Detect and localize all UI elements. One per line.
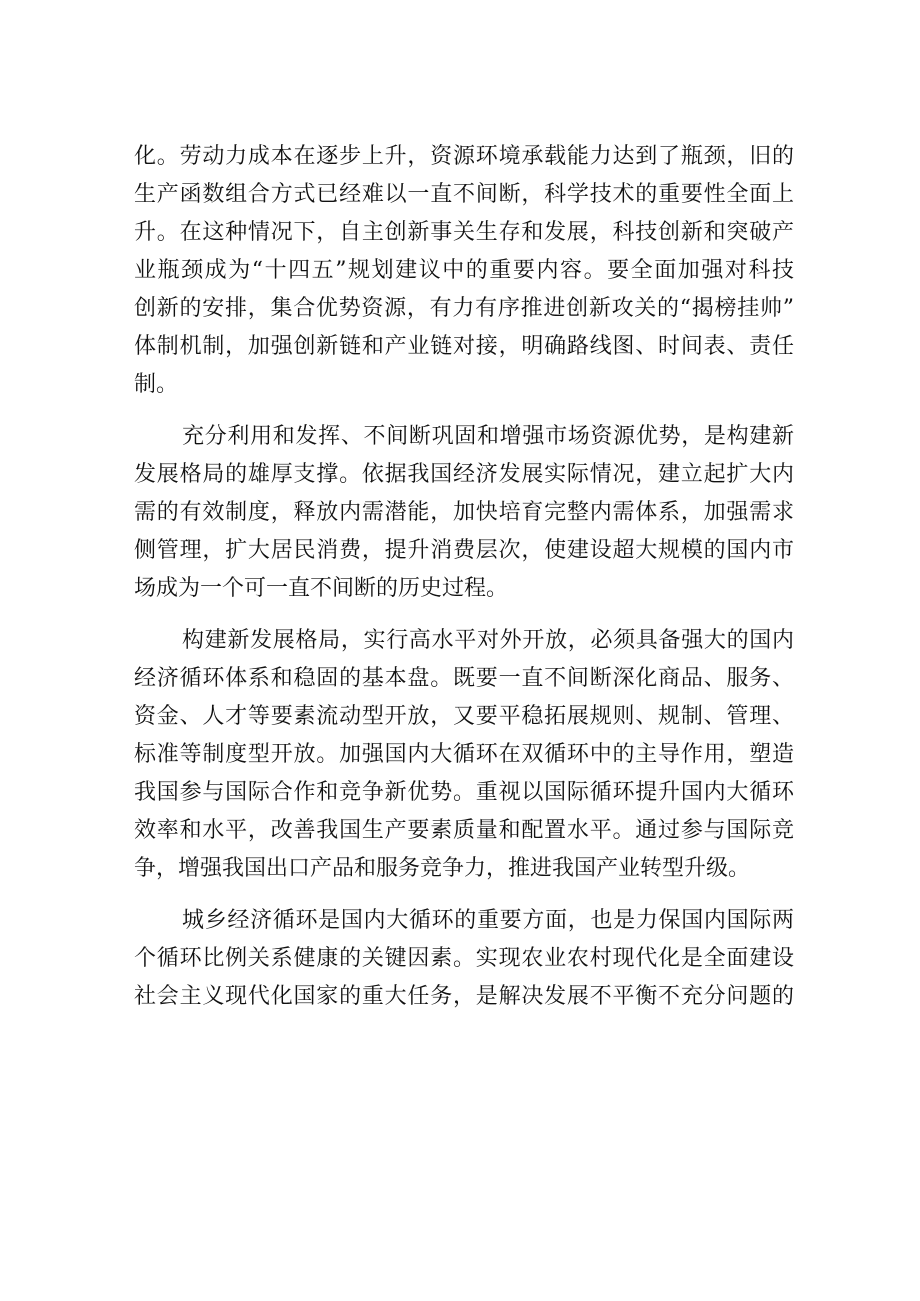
text-line: 我国参与国际合作和竞争新优势。重视以国际循环提升国内大循环 [134, 780, 794, 805]
text-line: 经济循环体系和稳固的基本盘。既要一直不间断深化商品、服务、 [134, 666, 794, 691]
paragraph-spacer [134, 404, 794, 418]
text-line: 城乡经济循环是国内大循环的重要方面，也是力保国内国际两 [182, 908, 794, 933]
document-body [134, 138, 794, 1016]
text-line: 侧管理，扩大居民消费，提升消费层次，使建设超大规模的国内市 [134, 538, 794, 563]
text-line: 标准等制度型开放。加强国内大循环在双循环中的主导作用，塑造 [134, 742, 794, 767]
text-line: 体制机制，加强创新链和产业链对接，明确路线图、时间表、责任 [134, 334, 794, 359]
text-line: 生产函数组合方式已经难以一直不间断，科学技术的重要性全面上 [134, 182, 794, 207]
text-line: 充分利用和发挥、不间断巩固和增强市场资源优势，是构建新 [182, 424, 794, 449]
text-line: 场成为一个可一直不间断的历史过程。 [134, 576, 509, 601]
text-line: 构建新发展格局，实行高水平对外开放，必须具备强大的国内 [182, 628, 794, 653]
text-line: 效率和水平，改善我国生产要素质量和配置水平。通过参与国际竞 [134, 818, 794, 843]
paragraph-3 [134, 622, 794, 888]
paragraph-1 [134, 138, 794, 404]
text-line: 争，增强我国出口产品和服务竞争力，推进我国产业转型升级。 [134, 856, 751, 881]
text-line: 个循环比例关系健康的关键因素。实现农业农村现代化是全面建设 [134, 946, 794, 971]
text-line: 发展格局的雄厚支撑。依据我国经济发展实际情况，建立起扩大内 [134, 462, 794, 487]
text-line: 制。 [134, 372, 179, 397]
text-line: 业瓶颈成为“十四五”规划建议中的重要内容。要全面加强对科技 [134, 258, 794, 283]
paragraph-2 [134, 418, 794, 608]
text-line: 创新的安排，集合优势资源，有力有序推进创新攻关的“揭榜挂帅” [134, 296, 794, 321]
text-line: 需的有效制度，释放内需潜能，加快培育完整内需体系，加强需求 [134, 500, 794, 525]
paragraph-4 [134, 902, 794, 1016]
text-line: 升。在这种情况下，自主创新事关生存和发展，科技创新和突破产 [134, 220, 794, 245]
paragraph-spacer [134, 888, 794, 902]
paragraph-spacer [134, 608, 794, 622]
text-line: 化。劳动力成本在逐步上升，资源环境承载能力达到了瓶颈，旧的 [134, 144, 794, 169]
text-line: 社会主义现代化国家的重大任务，是解决发展不平衡不充分问题的 [134, 984, 794, 1009]
text-line: 资金、人才等要素流动型开放，又要平稳拓展规则、规制、管理、 [134, 704, 794, 729]
